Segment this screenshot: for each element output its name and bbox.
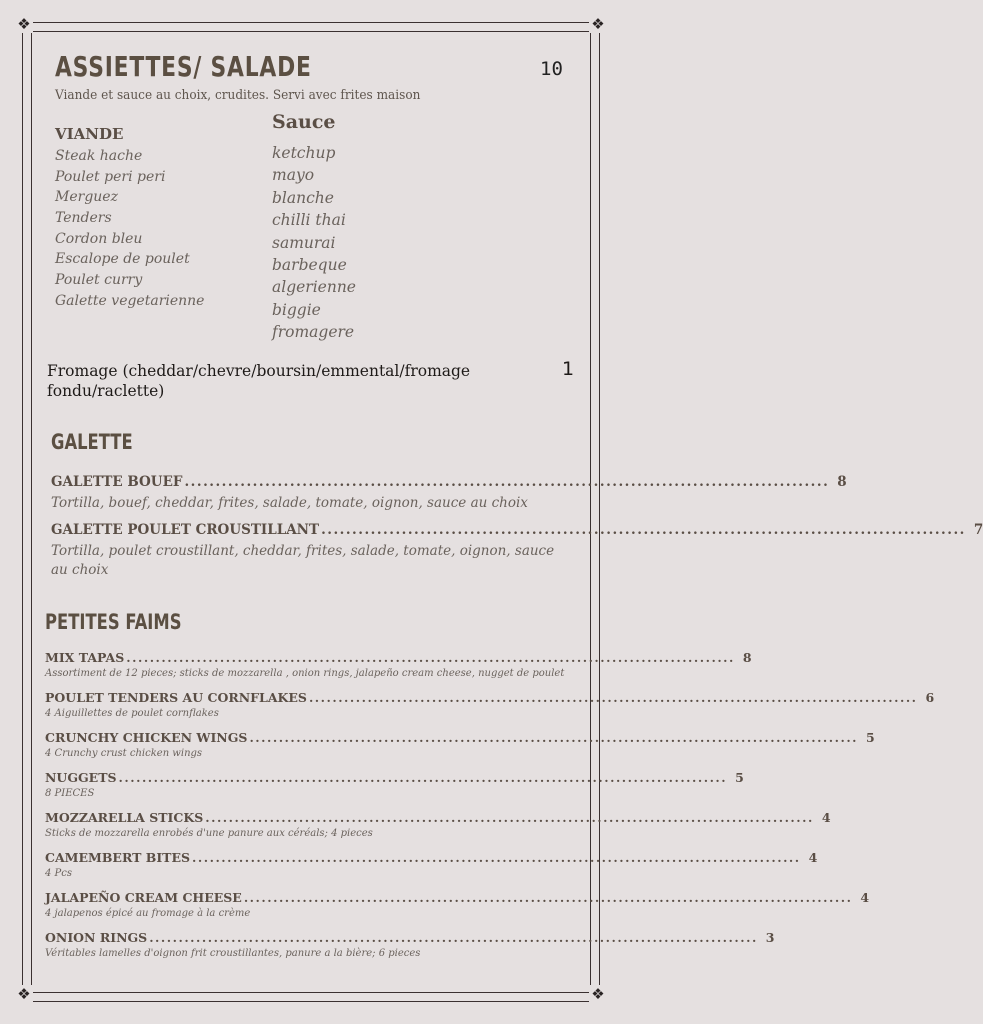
assiettes-subtitle: Viande et sauce au choix, crudites. Servi avec frites maison <box>55 88 421 103</box>
dot-leader: ........................................................................................................ <box>118 770 728 785</box>
menu-item-description: 4 Pcs <box>45 868 73 879</box>
menu-item-description: 4 Aiguillettes de poulet cornflakes <box>45 708 219 719</box>
fromage-price: 1 <box>562 358 575 380</box>
assiettes-price: 10 <box>540 58 563 80</box>
menu-item-description: Tortilla, bouef, cheddar, frites, salade, tomate, oignon, sauce au choix <box>51 495 528 511</box>
menu-item-name: JALAPEÑO CREAM CHEESE <box>45 890 242 905</box>
menu-item <box>51 522 983 580</box>
menu-item-description: Sticks de mozzarella enrobés d'une panure aux céréals; 4 pieces <box>45 828 373 839</box>
viande-item: Escalope de poulet <box>55 251 190 268</box>
menu-item-name: CRUNCHY CHICKEN WINGS <box>45 730 248 745</box>
sauce-heading: Sauce <box>272 111 336 133</box>
menu-item <box>45 850 818 879</box>
sauce-item: barbeque <box>272 255 347 274</box>
menu-item-name: ONION RINGS <box>45 930 148 945</box>
sauce-item: mayo <box>272 166 315 185</box>
menu-item-description: 4 Crunchy crust chicken wings <box>45 748 203 759</box>
menu-item-price: 6 <box>925 690 935 705</box>
section-title-galette: GALETTE <box>51 430 133 454</box>
corner-ornament-icon: ❖ <box>589 985 607 1003</box>
menu-item-name: GALETTE BOUEF <box>51 474 183 490</box>
menu-item <box>45 930 775 959</box>
dot-leader: ........................................................................................................ <box>184 474 830 490</box>
sauce-item: algerienne <box>272 278 356 297</box>
viande-item: Tenders <box>55 210 112 227</box>
dot-leader: ........................................................................................................ <box>321 522 966 538</box>
viande-heading: VIANDE <box>55 125 124 143</box>
sauce-list <box>272 142 356 344</box>
corner-ornament-icon: ❖ <box>15 985 33 1003</box>
viande-item: Cordon bleu <box>55 230 143 247</box>
menu-item <box>45 890 870 919</box>
sauce-item: biggie <box>272 300 321 319</box>
dot-leader: ........................................................................................................ <box>308 690 918 705</box>
menu-item <box>45 810 831 839</box>
dot-leader: ........................................................................................................ <box>243 890 853 905</box>
menu-item-price: 8 <box>742 650 752 665</box>
menu-item-price: 5 <box>866 730 875 745</box>
menu-item-description: Assortiment de 12 pieces; sticks de mozzarella , onion rings, jalapeño cream cheese, nugget de poulet <box>45 668 565 679</box>
dot-leader: ........................................................................................................ <box>192 850 801 865</box>
viande-item: Merguez <box>55 189 118 206</box>
menu-item-price: 3 <box>765 930 775 945</box>
corner-ornament-icon: ❖ <box>15 15 33 33</box>
menu-item-price: 5 <box>735 770 744 785</box>
dot-leader: ........................................................................................................ <box>249 730 859 745</box>
fromage-option: Fromage (cheddar/chevre/boursin/emmental/fromage fondu/raclette) <box>47 362 471 400</box>
menu-item-price: 4 <box>860 890 870 905</box>
menu-item <box>51 474 847 513</box>
menu-item-price: 8 <box>837 474 847 490</box>
menu-item-price: 7 <box>973 522 983 538</box>
menu-item-name: CAMEMBERT BITES <box>45 850 191 865</box>
dot-leader: ........................................................................................................ <box>205 810 814 825</box>
menu-item-name: MOZZARELLA STICKS <box>45 810 204 825</box>
menu-item-name: MIX TAPAS <box>45 650 125 665</box>
menu-item-description: Véritables lamelles d'oignon frit croustillantes, panure a la bière; 6 pieces <box>45 948 421 959</box>
menu-item-price: 4 <box>808 850 818 865</box>
viande-item: Galette vegetarienne <box>55 292 205 309</box>
menu-item <box>45 650 752 679</box>
sauce-item: blanche <box>272 188 334 207</box>
dot-leader: ........................................................................................................ <box>126 650 735 665</box>
menu-item-name: GALETTE POULET CROUSTILLANT <box>51 522 320 538</box>
menu-item-price: 4 <box>821 810 831 825</box>
menu-item-name: POULET TENDERS AU CORNFLAKES <box>45 690 307 705</box>
menu-item-description: 4 jalapenos épicé au fromage à la crème <box>45 908 251 919</box>
viande-item: Steak hache <box>55 148 143 164</box>
sauce-item: samurai <box>272 233 336 252</box>
menu-item-name: NUGGETS <box>45 770 117 785</box>
viande-item: Poulet curry <box>55 272 143 289</box>
section-title-assiettes: ASSIETTES/ SALADE <box>55 50 312 83</box>
sauce-item: fromagere <box>272 323 355 342</box>
menu-item-description: Tortilla, poulet croustillant, cheddar, frites, salade, tomate, oignon, sauce au choix <box>51 543 555 578</box>
dot-leader: ........................................................................................................ <box>149 930 758 945</box>
viande-list <box>55 146 204 312</box>
corner-ornament-icon: ❖ <box>589 15 607 33</box>
viande-item: Poulet peri peri <box>55 168 166 185</box>
menu-item <box>45 690 935 719</box>
menu-item <box>45 730 875 759</box>
sauce-item: chilli thai <box>272 211 346 230</box>
section-title-petites-faims: PETITES FAIMS <box>45 610 182 634</box>
menu-item <box>45 770 744 799</box>
sauce-item: ketchup <box>272 144 336 162</box>
menu-item-description: 8 PIECES <box>45 788 95 799</box>
